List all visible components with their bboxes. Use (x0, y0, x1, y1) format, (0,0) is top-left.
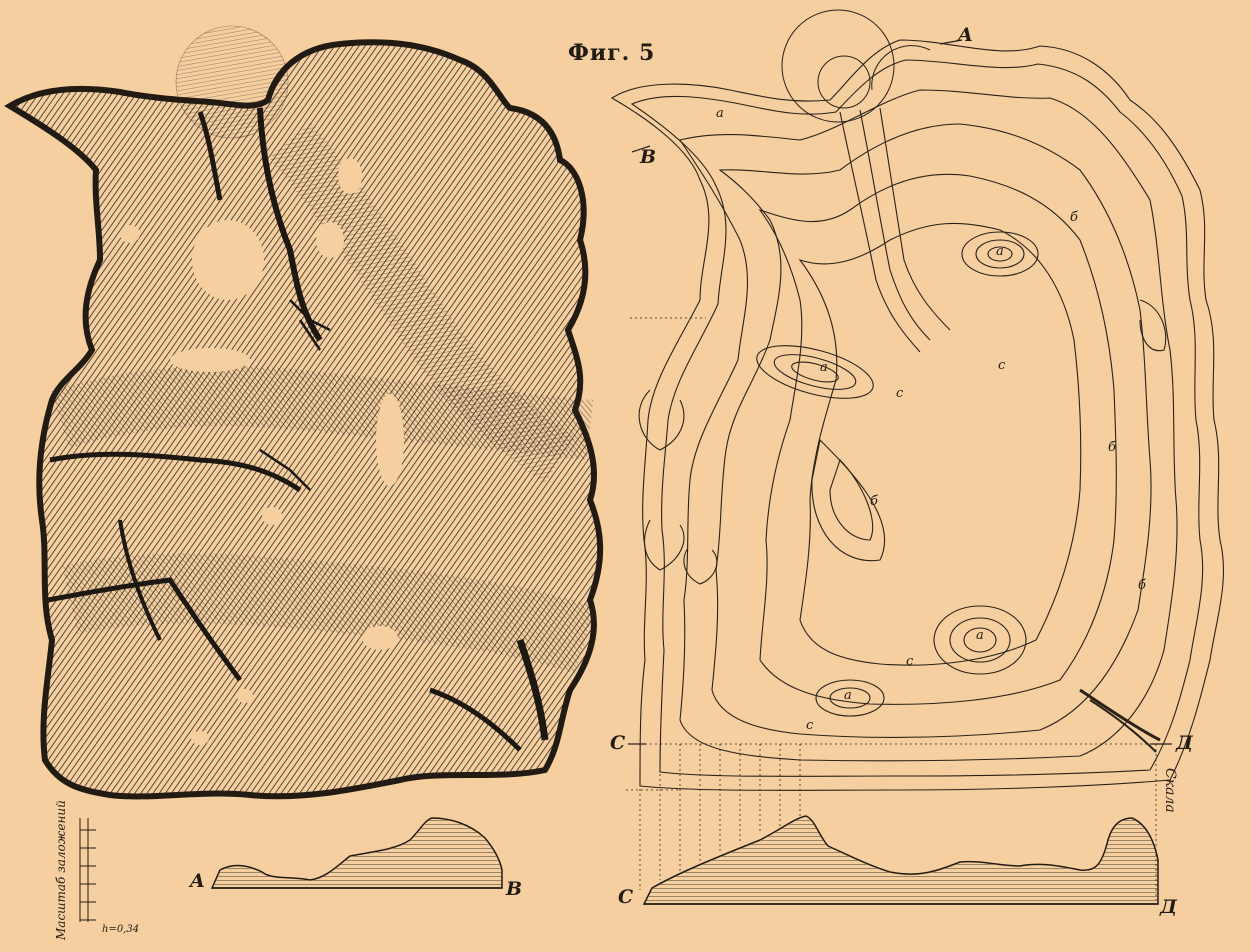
ravine-contour (860, 110, 930, 340)
mark-b-1: б (870, 494, 878, 509)
right-profile-label-d: Д (1160, 896, 1177, 918)
mark-a-2: а (996, 244, 1004, 259)
section-label-d: Д (1176, 732, 1193, 754)
mark-b-3: б (1108, 440, 1116, 455)
section-label-b: B (640, 146, 657, 168)
right-profile-label-c: C (618, 886, 634, 908)
mark-a-1: а (820, 360, 828, 375)
mark-c-1: c (896, 386, 904, 401)
section-label-a: A (958, 24, 973, 46)
right-profile-cd (644, 816, 1158, 904)
mark-b-2: б (1070, 210, 1078, 225)
summit-contour-1 (751, 335, 878, 409)
mark-c-2: c (998, 358, 1006, 373)
mark-c-3: c (906, 654, 914, 669)
section-label-c: C (610, 732, 626, 754)
left-profile-label-b: B (506, 878, 523, 900)
mark-a-5: а (716, 106, 724, 121)
left-profile-label-a: A (190, 870, 205, 892)
figure-title: Фиг. 5 (568, 40, 656, 66)
scale-label: Масштаб заложений (54, 800, 68, 940)
contour-outer (612, 40, 1224, 790)
mark-a-3: а (976, 628, 984, 643)
scale-note: h=0,34 (102, 924, 140, 935)
mark-c-4: c (806, 718, 814, 733)
mark-a-4: а (844, 688, 852, 703)
mark-b-4: б (1138, 578, 1146, 593)
cliff-label: Скала (1162, 768, 1178, 813)
